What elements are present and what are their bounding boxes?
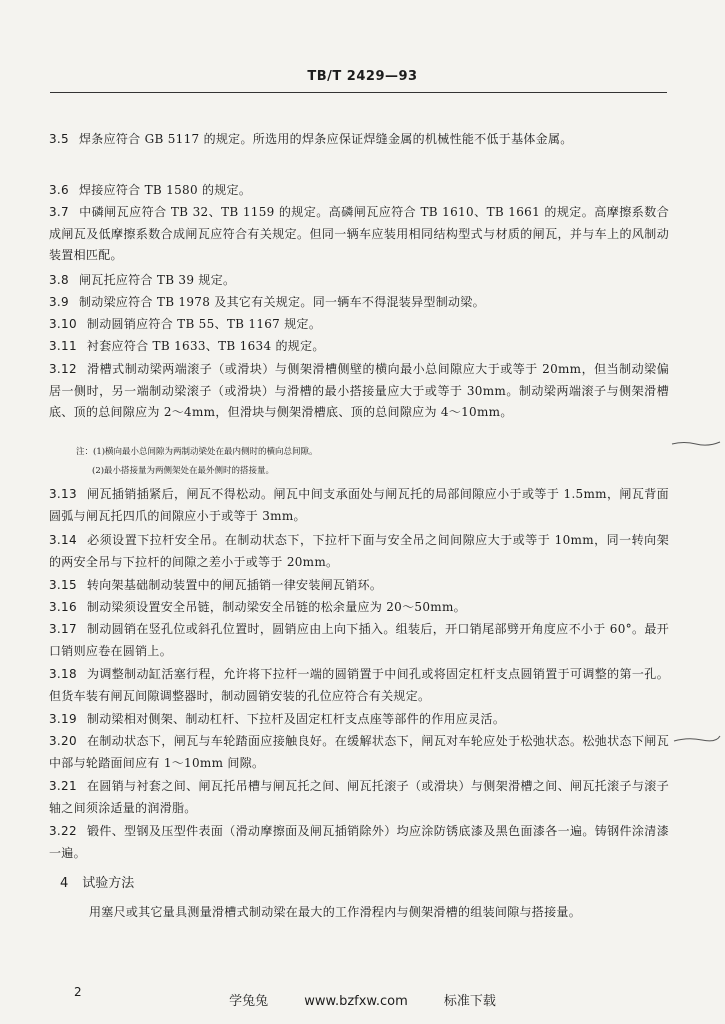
clause-text: 制动梁须设置安全吊链，制动梁安全吊链的松余量应为 20～50mm。 — [86, 600, 466, 614]
clause-text: 锻件、型钢及压型件表面（滑动摩擦面及闸瓦插销除外）均应涂防锈底漆及黑色面漆各一遍。铸钢件涂清漆一遍。 — [49, 824, 669, 860]
clause-3-8 — [49, 270, 669, 292]
clause-3-18 — [49, 664, 669, 707]
clause-text: 为调整制动缸活塞行程，允许将下拉杆一端的圆销置于中间孔或将固定杠杆支点圆销置于可调整的第一孔。但货车装有闸瓦间隙调整器时，制动圆销安装的孔位应符合有关规定。 — [49, 667, 669, 703]
clause-3-22 — [49, 821, 669, 864]
section-title: 试验方法 — [82, 876, 135, 891]
clause-text: 中磷闸瓦应符合 TB 32、TB 1159 的规定。高磷闸瓦应符合 TB 1610、TB 1661 的规定。高摩擦系数合成闸瓦及低摩擦系数合成闸瓦应符合有关规定。但同一辆车应装用相同结构型式与材质的闸瓦，并与车上的风制动装置相匹配。 — [49, 205, 669, 262]
clause-text: 制动圆销在竖孔位或斜孔位置时，圆销应由上向下插入。组装后，开口销尾部劈开角度应不小于 60°。最开口销则应卷在圆销上。 — [49, 622, 669, 658]
clause-number: 3.6 — [49, 183, 69, 197]
clause-text: 制动梁应符合 TB 1978 及其它有关规定。同一辆车不得混装异型制动梁。 — [78, 295, 485, 309]
clause-text: 闸瓦插销插紧后，闸瓦不得松动。闸瓦中间支承面处与闸瓦托的局部间隙应小于或等于 1.5mm，闸瓦背面圆弧与闸瓦托四爪的间隙应小于或等于 3mm。 — [49, 487, 669, 523]
clause-3-19 — [49, 709, 669, 731]
footer-site-name: 学兔兔 — [229, 994, 269, 1009]
clause-number: 3.5 — [49, 132, 69, 146]
clause-3-12 — [49, 359, 669, 424]
clause-3-13 — [49, 484, 669, 527]
clause-number: 3.20 — [49, 734, 77, 748]
clause-text: 制动梁相对侧架、制动杠杆、下拉杆及固定杠杆支点座等部件的作用应灵活。 — [86, 712, 506, 726]
clause-text: 必须设置下拉杆安全吊。在制动状态下，下拉杆下面与安全吊之间间隙应大于或等于 10mm，同一转向架的两安全吊与下拉杆的间隙之差小于或等于 20mm。 — [49, 533, 669, 569]
clause-text: 滑槽式制动梁两端滚子（或滑块）与侧架滑槽侧壁的横向最小总间隙应大于或等于 20mm，但当制动梁偏居一侧时，另一端制动梁滚子（或滑块）与滑槽的最小搭接量应大于或等于 30mm。制动梁两端滚子与侧架滑槽底、顶的总间隙应为 2～4mm，但滑块与侧架滑槽底、顶的总间隙应为 4～10mm。 — [49, 362, 669, 419]
clause-number: 3.15 — [49, 578, 77, 592]
clause-number: 3.11 — [49, 339, 77, 353]
clause-3-16 — [49, 597, 669, 619]
clause-number: 3.17 — [49, 622, 77, 636]
clause-text: 制动圆销应符合 TB 55、TB 1167 规定。 — [86, 317, 322, 331]
clause-number: 3.9 — [49, 295, 69, 309]
standard-code-header: TB/T 2429—93 — [307, 69, 418, 84]
clause-3-11 — [49, 336, 669, 358]
section-number: 4 — [60, 876, 69, 891]
footer-url[interactable]: www.bzfxw.com — [304, 994, 408, 1009]
margin-scribble-top — [670, 438, 722, 448]
header-rule — [50, 92, 667, 93]
footer-slogan: 标准下载 — [443, 994, 496, 1009]
clause-text: 转向架基础制动装置中的闸瓦插销一律安装闸瓦销环。 — [86, 578, 383, 592]
clause-number: 3.16 — [49, 600, 77, 614]
clause-3-9 — [49, 292, 669, 314]
clause-3-7 — [49, 202, 669, 267]
clause-3-15 — [49, 575, 669, 597]
watermark-footer — [0, 990, 725, 1009]
clause-number: 3.8 — [49, 273, 69, 287]
clause-text: 衬套应符合 TB 1633、TB 1634 的规定。 — [86, 339, 325, 353]
clause-number: 3.10 — [49, 317, 77, 331]
section-4-heading — [60, 872, 134, 891]
clause-number: 3.21 — [49, 779, 77, 793]
clause-number: 3.7 — [49, 205, 69, 219]
section-4-paragraph: 用塞尺或其它量具测量滑槽式制动梁在最大的工作滑程内与侧架滑槽的组装间隙与搭接量。 — [89, 905, 582, 919]
clause-3-20 — [49, 731, 669, 774]
clause-3-5 — [49, 129, 669, 151]
clause-text: 在制动状态下，闸瓦与车轮踏面应接触良好。在缓解状态下，闸瓦对车轮应处于松弛状态。松弛状态下闸瓦中部与轮踏面间应有 1～10mm 间隙。 — [49, 734, 669, 770]
clause-text: 焊接应符合 TB 1580 的规定。 — [78, 183, 252, 197]
clause-number: 3.22 — [49, 824, 77, 838]
clause-number: 3.12 — [49, 362, 77, 376]
margin-scribble-bottom — [672, 733, 722, 745]
clause-3-10 — [49, 314, 669, 336]
clause-text: 在圆销与衬套之间、闸瓦托吊槽与闸瓦托之间、闸瓦托滚子（或滑块）与侧架滑槽之间、闸瓦托滚子与滚子轴之间须涂适量的润滑脂。 — [49, 779, 669, 815]
clause-text: 闸瓦托应符合 TB 39 规定。 — [78, 273, 236, 287]
clause-text: 焊条应符合 GB 5117 的规定。所选用的焊条应保证焊缝金属的机械性能不低于基体金属。 — [78, 132, 573, 146]
clause-3-6 — [49, 180, 669, 202]
page-number: 2 — [74, 985, 82, 999]
clause-3-17 — [49, 619, 669, 662]
clause-number: 3.13 — [49, 487, 77, 501]
clause-number: 3.19 — [49, 712, 77, 726]
note-2: (2)最小搭接量为两侧架处在最外侧时的搭接量。 — [92, 466, 275, 476]
clause-3-14 — [49, 530, 669, 573]
clause-3-21 — [49, 776, 669, 819]
clause-number: 3.14 — [49, 533, 77, 547]
note-1: 注：(1)横向最小总间隙为两制动梁处在最内侧时的横向总间隙。 — [76, 447, 318, 457]
clause-number: 3.18 — [49, 667, 77, 681]
